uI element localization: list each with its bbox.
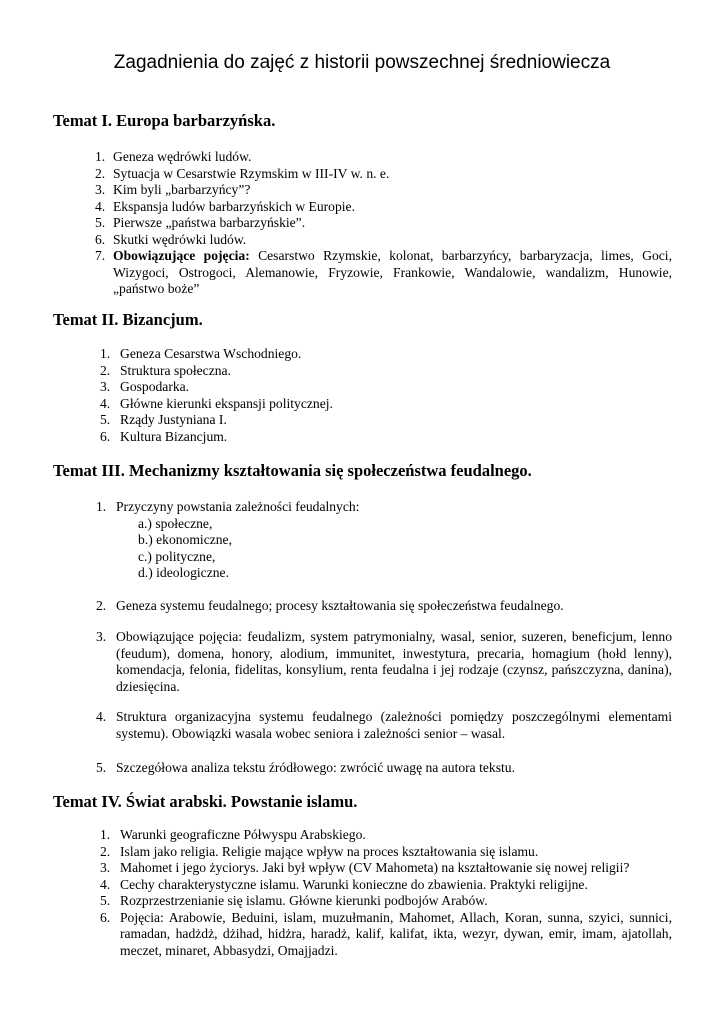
section-heading-3: Temat III. Mechanizmy kształtowania się społeczeństwa feudalnego. (53, 461, 532, 480)
sub-item: c.) polityczne, (138, 548, 216, 564)
list-number: 5. (100, 893, 111, 908)
list-text: Pojęcia: Arabowie, Beduini, islam, muzułmanin, Mahomet, Allach, Koran, sunna, szyici, sunnici, ramadan, hadżdż, dżihad, hidżra, haradż, kalif, kalifat, ikta, wezyr, dywan, emir, imam, ajatollah, meczet, minaret, Abbasydzi, Omajjadzi. (120, 909, 672, 958)
list-text: Przyczyny powstania zależności feudalnych: (116, 499, 360, 514)
list-text: Kultura Bizancjum. (120, 428, 228, 444)
list-number: 1. (95, 149, 106, 164)
list-text: Geneza systemu feudalnego; procesy kształtowania się społeczeństwa feudalnego. (116, 598, 564, 613)
list-number: 4. (100, 876, 111, 892)
list-text: Obowiązujące pojęcia: feudalizm, system patrymonialny, wasal, senior, suzeren, beneficjum, lenno (feudum), domena, honory, alodium, immunitet, inwestytura, precaria, homagium (hołd lenny), komendacja, felonia, fidelitas, konsylium, renta feudalna i jej rodzaje (czynsz, pańszczyzna, danina), dziesięcina. (116, 629, 672, 694)
list-item (96, 709, 672, 742)
list-number: 3. (95, 182, 106, 197)
list-text: Pierwsze „państwa barbarzyńskie”. (113, 215, 306, 230)
list-number: 6. (100, 909, 111, 925)
list-text: Islam jako religia. Religie mające wpływ na proces kształtowania się islamu. (120, 843, 539, 859)
list-text: Struktura organizacyjna systemu feudalnego (zależności pomiędzy poszczególnymi elementami systemu). Obowiązki wasala wobec seniora i zależności senior – wasal. (116, 709, 672, 741)
list-item (95, 248, 672, 298)
list-number: 4. (95, 198, 106, 214)
list-item (96, 598, 672, 615)
list-text: Gospodarka. (120, 379, 190, 394)
list-item (100, 346, 672, 363)
list-item (96, 760, 672, 777)
section-heading-1: Temat I. Europa barbarzyńska. (53, 111, 276, 130)
list-item (100, 429, 672, 446)
list-item (96, 499, 672, 516)
list-item (95, 215, 672, 232)
list-text: Skutki wędrówki ludów. (113, 231, 247, 247)
list-item (100, 396, 672, 413)
list-text: Mahomet i jego życiorys. Jaki był wpływ (CV Mahometa) na kształtowanie się nowej religii? (120, 860, 630, 875)
list-text: Geneza wędrówki ludów. (113, 149, 252, 164)
list-text: Cechy charakterystyczne islamu. Warunki konieczne do zbawienia. Praktyki religijne. (120, 876, 588, 892)
list-item (100, 893, 672, 910)
sub-item: a.) społeczne, (138, 515, 213, 531)
list-text: Warunki geograficzne Półwyspu Arabskiego. (120, 827, 366, 842)
list-item (100, 910, 672, 960)
list-number: 1. (100, 827, 111, 842)
list-text: Kim byli „barbarzyńcy”? (113, 182, 251, 197)
list-item (95, 182, 672, 199)
concepts-label: Obowiązujące pojęcia: (113, 248, 250, 263)
list-number: 2. (100, 843, 111, 859)
list-number: 6. (95, 231, 106, 247)
list-number: 3. (100, 379, 111, 394)
list-text: Rządy Justyniana I. (120, 412, 227, 427)
list-item (100, 827, 672, 844)
sub-item: d.) ideologiczne. (138, 565, 229, 580)
list-text (113, 248, 672, 298)
list-number: 6. (100, 428, 111, 444)
list-text: Szczegółowa analiza tekstu źródłowego: zwrócić uwagę na autora tekstu. (116, 760, 515, 775)
list-number: 5. (95, 215, 106, 230)
list-text: Sytuacja w Cesarstwie Rzymskim w III-IV w. n. e. (113, 165, 390, 181)
list-item (100, 877, 672, 894)
list-item (96, 629, 672, 695)
list-number: 3. (100, 860, 111, 875)
section-heading-2: Temat II. Bizancjum. (53, 310, 203, 329)
list-item (100, 844, 672, 861)
list-number: 2. (100, 362, 111, 378)
list-number: 2. (95, 165, 106, 181)
list-text: Struktura społeczna. (120, 362, 231, 378)
list-number: 5. (100, 412, 111, 427)
list-number: 2. (96, 598, 107, 613)
list-number: 3. (96, 629, 107, 644)
list-item (95, 149, 672, 166)
document-title: Zagadnienia do zajęć z historii powszechnej średniowiecza (113, 52, 611, 73)
list-number: 1. (100, 346, 111, 361)
list-item (95, 232, 672, 249)
list-number: 5. (96, 760, 107, 775)
list-number: 1. (96, 499, 107, 514)
list-item (95, 166, 672, 183)
list-number: 4. (100, 395, 111, 411)
section-heading-4: Temat IV. Świat arabski. Powstanie islamu. (53, 792, 358, 811)
list-number: 4. (96, 709, 107, 724)
list-text: Główne kierunki ekspansji politycznej. (120, 395, 333, 411)
list-text: Ekspansja ludów barbarzyńskich w Europie. (113, 198, 355, 214)
concepts-text: Cesarstwo Rzymskie, kolonat, barbarzyńcy, barbaryzacja, limes, Goci, Wizygoci, Ostrogoci, Alemanowie, Fryzowie, Frankowie, Wandalowie, wandalizm, Hunowie, „państwo boże” (113, 248, 672, 296)
list-number: 7. (95, 248, 106, 263)
list-item (100, 412, 672, 429)
list-item (100, 363, 672, 380)
list-text: Geneza Cesarstwa Wschodniego. (120, 346, 302, 361)
list-item (95, 199, 672, 216)
list-item (100, 860, 672, 877)
list-text: Rozprzestrzenianie się islamu. Główne kierunki podbojów Arabów. (120, 893, 488, 908)
list-item (100, 379, 672, 396)
sub-item: b.) ekonomiczne, (138, 532, 232, 547)
